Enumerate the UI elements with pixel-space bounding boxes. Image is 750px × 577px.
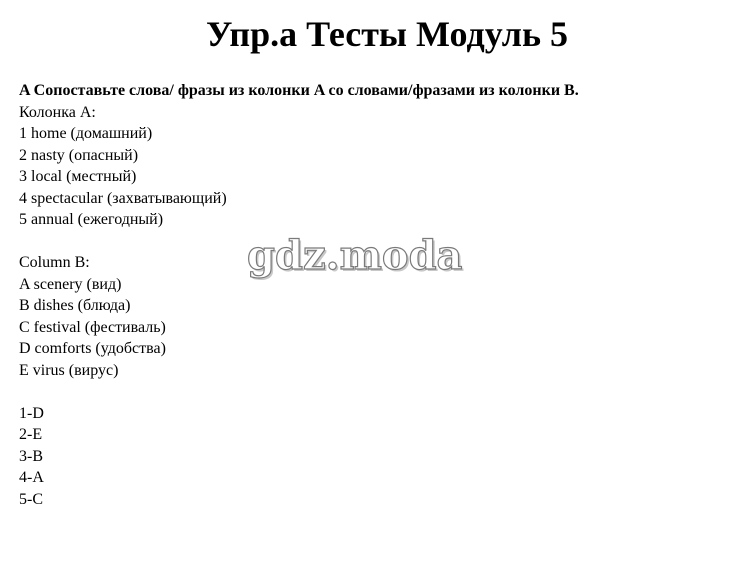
document-body [19, 80, 739, 510]
column-a-heading: Колонка А: [19, 103, 96, 121]
column-a-item: 3 local (местный) [19, 168, 137, 185]
column-a-item: 5 annual (ежегодный) [19, 211, 164, 228]
task-instruction: A Сопоставьте слова/ фразы из колонки A со словами/фразами из колонки B. [19, 82, 579, 99]
column-b-heading: Column B: [19, 254, 90, 271]
page-title: Упр.а Тесты Модуль 5 [205, 14, 569, 54]
column-b-item: C festival (фестиваль) [19, 318, 166, 336]
column-a-item: 1 home (домашний) [19, 125, 153, 142]
column-b-item: B dishes (блюда) [19, 297, 131, 314]
column-b-item: E virus (вирус) [19, 361, 119, 379]
answer-line: 4-A [19, 469, 44, 486]
answer-line: 1-D [19, 404, 44, 422]
answer-line: 5-C [19, 490, 43, 508]
spacer [19, 381, 739, 403]
column-b-item: A scenery (вид) [19, 275, 122, 293]
column-a-item: 4 spectacular (захватывающий) [19, 189, 227, 207]
column-b-item: D comforts (удобства) [19, 340, 166, 357]
watermark: gdz.moda [247, 232, 463, 279]
answer-line: 2-E [19, 426, 43, 443]
answer-line: 3-B [19, 447, 43, 465]
column-a-item: 2 nasty (опасный) [19, 146, 139, 164]
